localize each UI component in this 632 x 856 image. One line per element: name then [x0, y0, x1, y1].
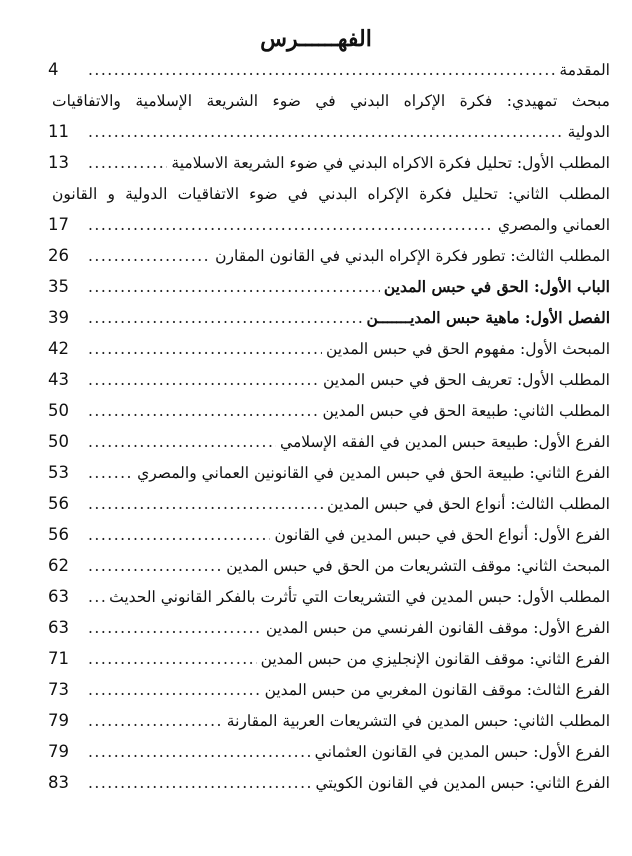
dot-leader — [88, 459, 133, 487]
toc-entry-page: 4 — [48, 60, 59, 79]
dot-leader — [88, 583, 105, 611]
toc-entry-label: الفرع الثاني: حبس المدين في القانون الكويتي — [315, 774, 610, 792]
toc-entry-label: المطلب الأول: حبس المدين في التشريعات التي تأثرت بالفكر القانوني الحديث — [109, 588, 610, 606]
dot-leader — [88, 149, 167, 177]
toc-entry-label: المطلب الثاني: طبيعة الحق في حبس المدين — [322, 402, 610, 420]
dot-leader — [88, 428, 276, 456]
toc-entry-page: 42 — [48, 339, 69, 358]
toc-entry-page: 43 — [48, 370, 69, 389]
toc-entry — [48, 769, 610, 797]
toc-entry-page: 73 — [48, 680, 69, 699]
toc-entry — [48, 149, 610, 177]
dot-leader — [88, 273, 380, 301]
toc-entry-label: العماني والمصري — [498, 216, 610, 234]
toc-entry — [48, 366, 610, 394]
toc-entry-label: الفرع الأول: أنواع الحق في حبس المدين في القانون — [274, 526, 610, 544]
toc-entry — [48, 273, 610, 301]
toc-entry — [48, 583, 610, 611]
toc-entry — [48, 304, 610, 332]
toc-entry-label: المبحث الأول: مفهوم الحق في حبس المدين — [325, 340, 610, 358]
toc-entry-label: المقدمة — [559, 61, 610, 79]
toc-entry-label: الباب الأول: الحق في حبس المدين — [383, 277, 610, 296]
dot-leader — [88, 211, 494, 239]
toc-entry-label: الفرع الثاني: طبيعة الحق في حبس المدين في القانونين العماني والمصري — [137, 464, 610, 482]
toc-entry — [48, 676, 610, 704]
dot-leader — [88, 645, 257, 673]
toc-entry-label: الفرع الثاني: موقف القانون الإنجليزي من حبس المدين — [260, 650, 610, 668]
toc-entry — [48, 428, 610, 456]
dot-leader — [88, 304, 363, 332]
dot-leader — [88, 118, 564, 146]
toc-entry-label: الفرع الأول: طبيعة حبس المدين في الفقه الإسلامي — [280, 433, 610, 451]
toc-entry-page: 53 — [48, 463, 69, 482]
dot-leader — [88, 738, 311, 766]
toc-entry-page: 56 — [48, 494, 69, 513]
toc-entry-label: المبحث الثاني: موقف التشريعات من الحق في حبس المدين — [226, 557, 610, 575]
dot-leader — [88, 56, 555, 84]
toc-entry — [48, 87, 610, 115]
toc-entry — [48, 397, 610, 425]
toc-entry — [48, 242, 610, 270]
toc-entry-page: 63 — [48, 587, 69, 606]
toc-entry-page: 50 — [48, 401, 69, 420]
dot-leader — [88, 335, 322, 363]
dot-leader — [88, 397, 318, 425]
dot-leader — [88, 769, 311, 797]
dot-leader — [88, 242, 211, 270]
toc-entry-page: 62 — [48, 556, 69, 575]
toc-entry-page: 83 — [48, 773, 69, 792]
toc-entry-page: 11 — [48, 122, 69, 141]
toc-entry — [48, 614, 610, 642]
dot-leader — [88, 676, 261, 704]
toc-entry-page: 50 — [48, 432, 69, 451]
toc-entry-page: 79 — [48, 742, 69, 761]
toc-entry-page: 63 — [48, 618, 69, 637]
toc-entry-page: 56 — [48, 525, 69, 544]
toc-entry — [48, 180, 610, 208]
toc-entry-page: 35 — [48, 277, 69, 296]
toc-entry — [48, 707, 610, 735]
toc-entry-label: المطلب الثاني: حبس المدين في التشريعات العربية المقارنة — [226, 712, 610, 730]
toc-entry-page: 39 — [48, 308, 69, 327]
toc-entry-page: 17 — [48, 215, 69, 234]
toc-entry-page: 71 — [48, 649, 69, 668]
toc-entry-label: المطلب الثاني: تحليل فكرة الإكراه البدني في ضوء الاتفاقيات الدولية و القانون — [52, 185, 610, 203]
toc-entry-label: المطلب الثالث: أنواع الحق في حبس المدين — [327, 495, 610, 513]
toc-entry-label: مبحث تمهيدي: فكرة الإكراه البدني في ضوء الشريعة الإسلامية والاتفاقيات — [52, 92, 610, 110]
toc-entry-page: 13 — [48, 153, 69, 172]
toc-entry — [48, 521, 610, 549]
toc-entry-page: 79 — [48, 711, 69, 730]
dot-leader — [88, 707, 223, 735]
toc-entry — [48, 459, 610, 487]
toc-entry-label: الفرع الثالث: موقف القانون المغربي من حبس المدين — [264, 681, 610, 699]
toc-entry — [48, 56, 610, 84]
toc-entry-label: المطلب الأول: تعريف الحق في حبس المدين — [323, 371, 610, 389]
toc-entry — [48, 645, 610, 673]
toc-entry — [48, 118, 610, 146]
dot-leader — [88, 521, 270, 549]
toc-entry-label: الفرع الأول: موقف القانون الفرنسي من حبس المدين — [265, 619, 610, 637]
dot-leader — [88, 490, 323, 518]
dot-leader — [88, 552, 222, 580]
toc-entry-label: الفصل الأول: ماهية حبس المديـــــــن — [366, 308, 610, 327]
toc-entry-label: المطلب الثالث: تطور فكرة الإكراه البدني في القانون المقارن — [215, 247, 610, 265]
toc-entry-label: الفرع الأول: حبس المدين في القانون العثماني — [314, 743, 610, 761]
page-title: الفهــــــرس — [260, 26, 372, 52]
toc-entry-label: المطلب الأول: تحليل فكرة الاكراه البدني في ضوء الشريعة الاسلامية — [171, 154, 610, 172]
toc-entry — [48, 552, 610, 580]
dot-leader — [88, 614, 262, 642]
toc-entry-label: الدولية — [567, 123, 610, 141]
toc-entry — [48, 738, 610, 766]
toc-entry — [48, 335, 610, 363]
dot-leader — [88, 366, 319, 394]
toc-entry — [48, 490, 610, 518]
toc-entry-page: 26 — [48, 246, 69, 265]
toc-entry — [48, 211, 610, 239]
